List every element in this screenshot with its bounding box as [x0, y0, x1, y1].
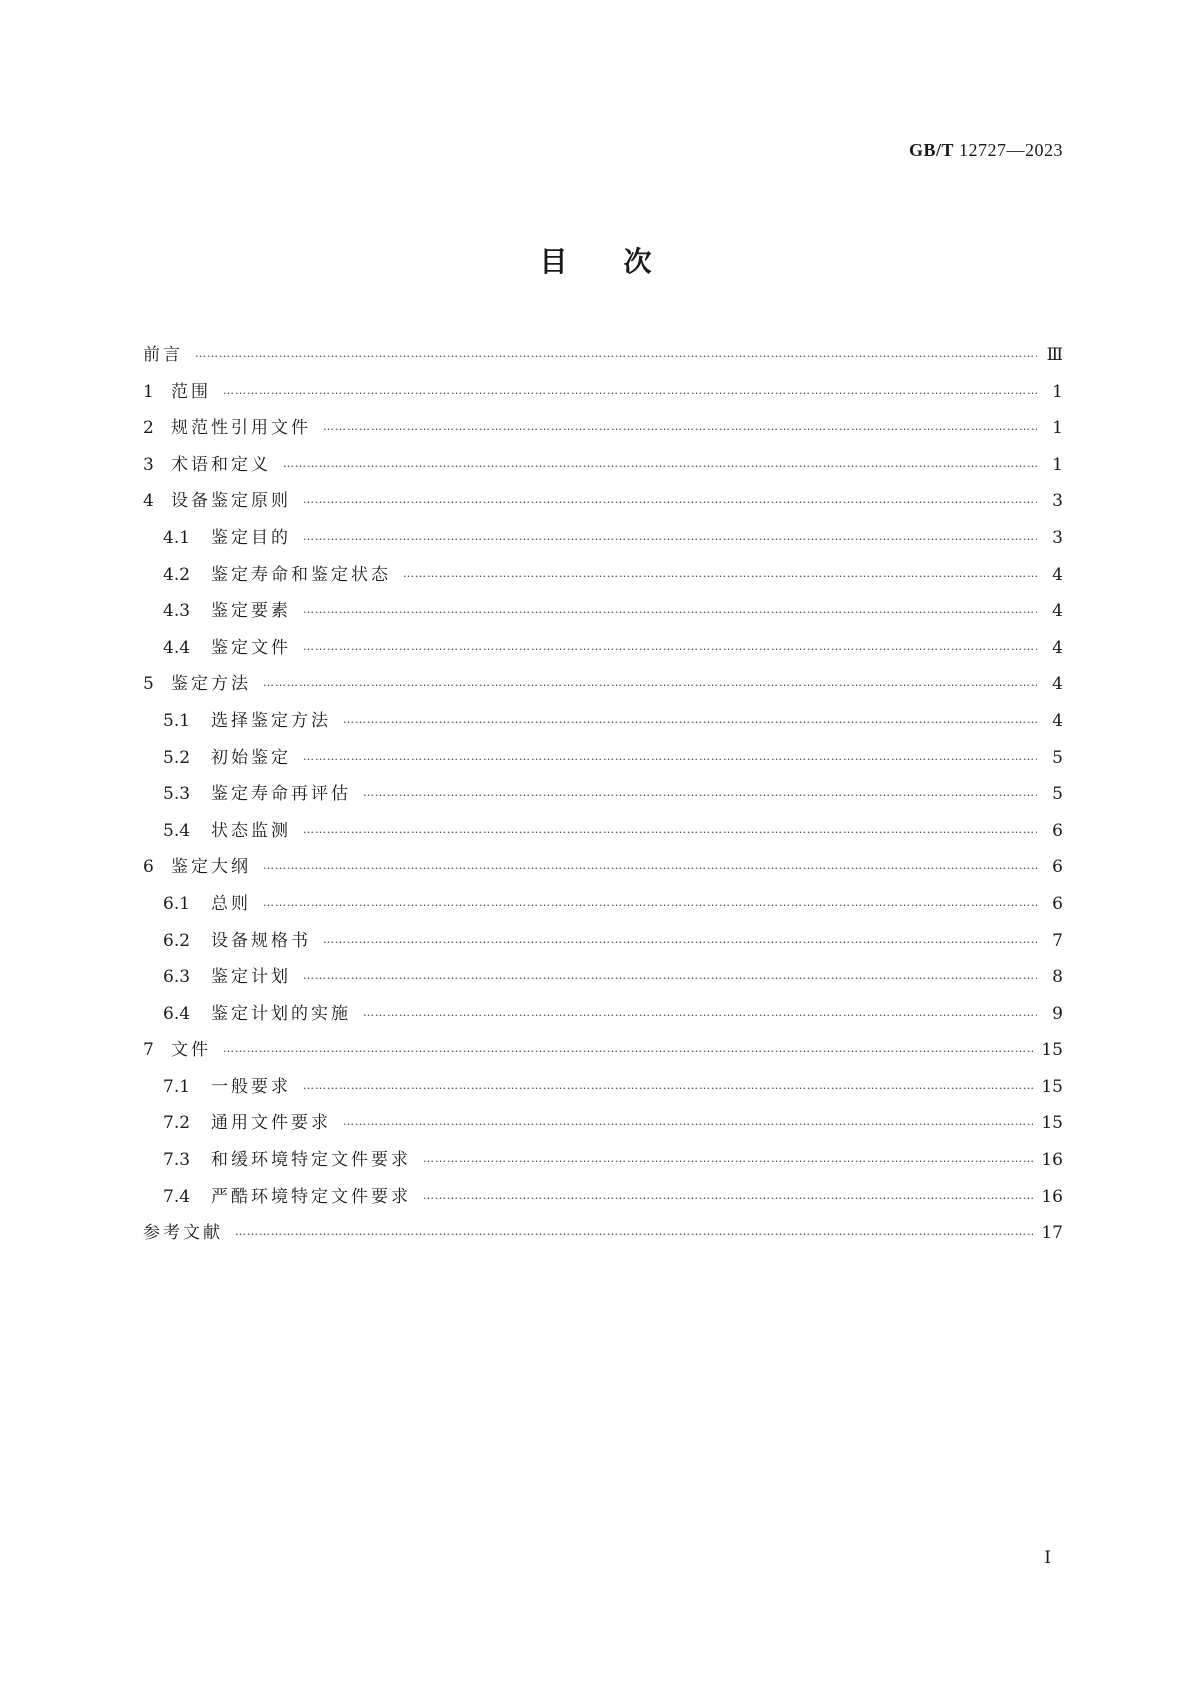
toc-entry-number: 7.2	[163, 1113, 191, 1134]
toc-entry[interactable]	[143, 889, 1063, 926]
toc-leader-dots	[303, 640, 1037, 653]
toc-entry[interactable]	[143, 560, 1063, 597]
toc-entry-label: 参考文献	[143, 1223, 223, 1244]
toc-entry-number: 7	[143, 1040, 154, 1061]
toc-leader-dots	[303, 493, 1037, 506]
toc-entry-label: 状态监测	[211, 820, 291, 841]
toc-entry-label: 严酷环境特定文件要求	[211, 1186, 411, 1207]
toc-leader-dots	[363, 1006, 1037, 1019]
toc-leader-dots	[195, 347, 1037, 360]
toc-entry-label: 设备规格书	[211, 930, 311, 951]
toc-entry-number: 5	[143, 674, 154, 695]
toc-entry-page: 15	[1041, 1113, 1063, 1134]
toc-entry[interactable]	[143, 450, 1063, 487]
toc-entry-number: 6.4	[163, 1003, 191, 1024]
toc-entry-page: 5	[1052, 784, 1063, 805]
toc-entry-number: 4	[143, 491, 154, 512]
toc-entry[interactable]	[143, 706, 1063, 743]
toc-entry-number: 5.1	[163, 710, 191, 731]
page-title: 目次	[539, 245, 708, 278]
toc-entry[interactable]	[143, 1218, 1063, 1255]
toc-leader-dots	[303, 969, 1037, 982]
toc-entry-page: 4	[1052, 601, 1063, 622]
toc-entry-label: 选择鉴定方法	[211, 710, 331, 731]
toc-entry-page: 4	[1052, 564, 1063, 585]
toc-entry-number: 2	[143, 418, 154, 439]
toc-leader-dots	[323, 420, 1037, 433]
toc-entry-number: 4.4	[163, 637, 191, 658]
toc-leader-dots	[263, 676, 1037, 689]
toc-entry-number: 4.2	[163, 564, 191, 585]
toc-entry-page: 9	[1052, 1003, 1063, 1024]
toc-entry-page: 17	[1041, 1223, 1063, 1244]
toc-entry-label: 通用文件要求	[211, 1113, 331, 1134]
toc-entry[interactable]	[143, 1072, 1063, 1109]
toc-entry-label: 初始鉴定	[211, 747, 291, 768]
toc-leader-dots	[223, 384, 1037, 397]
toc-entry-page: 6	[1052, 857, 1063, 878]
toc-entry[interactable]	[143, 596, 1063, 633]
toc-entry[interactable]	[143, 962, 1063, 999]
toc-entry-page: 1	[1052, 418, 1063, 439]
toc-entry-number: 6	[143, 857, 154, 878]
toc-entry-label: 鉴定要素	[211, 601, 291, 622]
toc-entry-label: 鉴定目的	[211, 527, 291, 548]
toc-leader-dots	[303, 823, 1037, 836]
toc-leader-dots	[403, 567, 1037, 580]
toc-entry-number: 3	[143, 454, 154, 475]
toc-entry-label: 一般要求	[211, 1076, 291, 1097]
toc-entry-page: 5	[1052, 747, 1063, 768]
toc-entry[interactable]	[143, 1108, 1063, 1145]
toc-entry-page: 6	[1052, 820, 1063, 841]
toc-entry-number: 4.3	[163, 601, 191, 622]
toc-entry-label: 文件	[171, 1040, 211, 1061]
toc-entry-number: 1	[143, 381, 154, 402]
page-number: I	[1044, 1548, 1051, 1568]
toc-entry-page: 15	[1041, 1076, 1063, 1097]
toc-entry-page: 1	[1052, 454, 1063, 475]
toc-entry[interactable]	[143, 743, 1063, 780]
toc-entry-number: 6.1	[163, 893, 191, 914]
toc-entry-label: 鉴定文件	[211, 637, 291, 658]
toc-entry-label: 总则	[211, 893, 251, 914]
toc-entry-number: 6.2	[163, 930, 191, 951]
toc-entry-label: 和缓环境特定文件要求	[211, 1150, 411, 1171]
toc-leader-dots	[423, 1152, 1033, 1165]
toc-leader-dots	[303, 1079, 1033, 1092]
toc-entry-number: 5.2	[163, 747, 191, 768]
toc-entry-number: 4.1	[163, 527, 191, 548]
toc-entry-page: 15	[1041, 1040, 1063, 1061]
toc-entry[interactable]	[143, 1145, 1063, 1182]
toc-entry-page: 3	[1052, 491, 1063, 512]
toc-entry-label: 鉴定计划的实施	[211, 1003, 351, 1024]
toc-leader-dots	[223, 1042, 1033, 1055]
toc-leader-dots	[263, 896, 1037, 909]
toc-entry[interactable]	[143, 926, 1063, 963]
toc-entry-page: 16	[1041, 1186, 1063, 1207]
toc-leader-dots	[343, 713, 1037, 726]
toc-entry[interactable]	[143, 340, 1063, 377]
toc-entry-label: 规范性引用文件	[171, 418, 311, 439]
toc-leader-dots	[303, 750, 1037, 763]
toc-entry-page: 4	[1052, 637, 1063, 658]
toc-entry-number: 7.3	[163, 1150, 191, 1171]
toc-entry-page: 4	[1052, 674, 1063, 695]
toc-entry[interactable]	[143, 486, 1063, 523]
toc-entry-page: 3	[1052, 527, 1063, 548]
toc-entry[interactable]	[143, 523, 1063, 560]
standard-code	[909, 140, 1063, 161]
toc-leader-dots	[363, 786, 1037, 799]
toc-entry-label: 设备鉴定原则	[171, 491, 291, 512]
toc-entry-label: 前言	[143, 345, 183, 365]
standard-number: 12727—2023	[959, 140, 1063, 160]
table-of-contents	[143, 340, 1063, 1255]
toc-entry-page: Ⅲ	[1046, 345, 1063, 365]
toc-entry-label: 鉴定寿命和鉴定状态	[211, 564, 391, 585]
toc-leader-dots	[263, 859, 1037, 872]
toc-entry-label: 鉴定计划	[211, 967, 291, 988]
toc-leader-dots	[303, 530, 1037, 543]
toc-entry-number: 6.3	[163, 967, 191, 988]
toc-entry[interactable]	[143, 999, 1063, 1036]
toc-leader-dots	[323, 933, 1037, 946]
toc-entry-page: 4	[1052, 710, 1063, 731]
toc-entry[interactable]	[143, 1035, 1063, 1072]
toc-entry-label: 鉴定大纲	[171, 857, 251, 878]
toc-entry[interactable]	[143, 1182, 1063, 1219]
toc-entry[interactable]	[143, 816, 1063, 853]
toc-entry-label: 范围	[171, 381, 211, 402]
toc-entry[interactable]	[143, 633, 1063, 670]
toc-entry-label: 鉴定寿命再评估	[211, 784, 351, 805]
toc-entry-number: 5.4	[163, 820, 191, 841]
toc-leader-dots	[235, 1225, 1033, 1238]
toc-entry-number: 7.4	[163, 1186, 191, 1207]
toc-leader-dots	[423, 1189, 1033, 1202]
toc-entry[interactable]	[143, 413, 1063, 450]
toc-entry-page: 8	[1052, 967, 1063, 988]
toc-leader-dots	[303, 603, 1037, 616]
toc-entry-label: 鉴定方法	[171, 674, 251, 695]
toc-entry-page: 1	[1052, 381, 1063, 402]
toc-entry[interactable]	[143, 779, 1063, 816]
standard-prefix: GB/T	[908, 140, 954, 160]
toc-entry-page: 6	[1052, 893, 1063, 914]
toc-entry-label: 术语和定义	[171, 454, 271, 475]
toc-entry[interactable]	[143, 852, 1063, 889]
toc-entry-number: 5.3	[163, 784, 191, 805]
toc-leader-dots	[343, 1115, 1033, 1128]
toc-entry-page: 7	[1052, 930, 1063, 951]
toc-entry-number: 7.1	[163, 1076, 191, 1097]
toc-entry[interactable]	[143, 377, 1063, 414]
toc-leader-dots	[283, 457, 1037, 470]
toc-entry[interactable]	[143, 669, 1063, 706]
toc-entry-page: 16	[1041, 1150, 1063, 1171]
